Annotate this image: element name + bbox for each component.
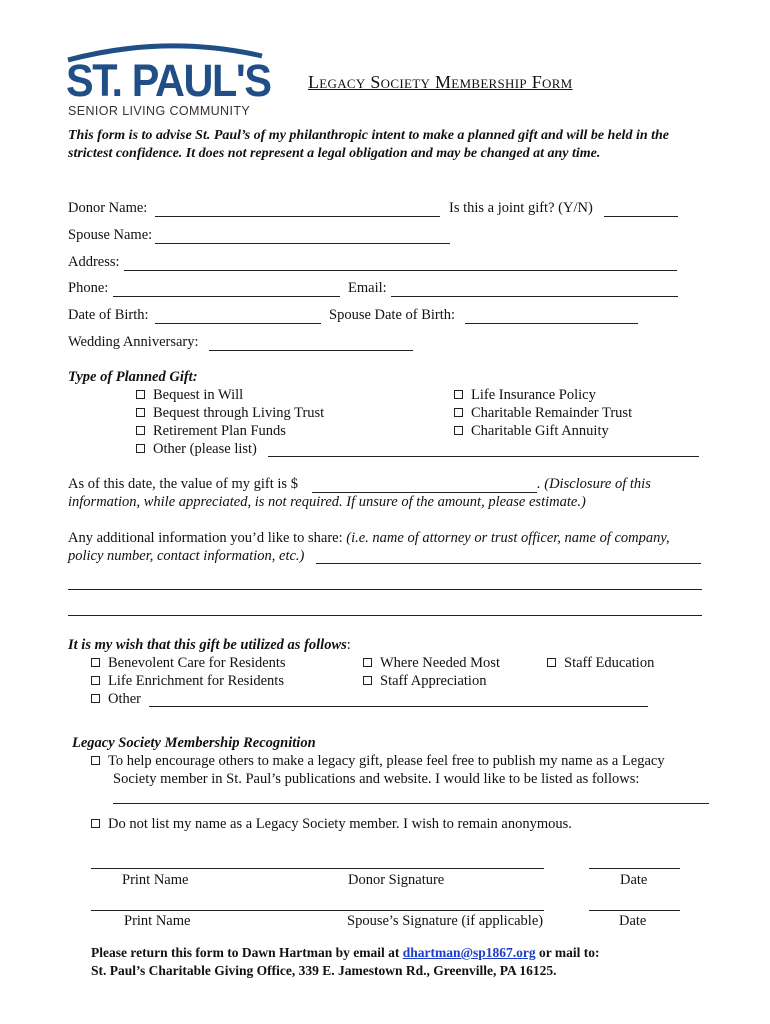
gift-value-note: . (Disclosure of this <box>537 476 651 492</box>
contact-email-link[interactable]: dhartman@sp1867.org <box>402 945 536 960</box>
joint-gift-field[interactable] <box>604 216 678 217</box>
recognition-anonymous-option[interactable]: Do not list my name as a Legacy Society member. I wish to remain anonymous. <box>91 816 572 833</box>
print-name-signature-line-1[interactable] <box>91 868 544 869</box>
logo-name: ST. PAUL'S <box>66 55 271 106</box>
gift-option-living-trust[interactable]: Bequest through Living Trust <box>136 405 324 422</box>
use-where-needed[interactable]: Where Needed Most <box>363 655 500 672</box>
dob-field[interactable] <box>155 323 321 324</box>
email-label: Email: <box>348 280 387 296</box>
recognition-publish-option[interactable]: To help encourage others to make a legacy gift, please feel free to publish my name as a Legacy <box>91 753 665 770</box>
checkbox[interactable] <box>363 676 372 685</box>
checkbox[interactable] <box>136 408 145 417</box>
donor-name-label: Donor Name: <box>68 200 148 216</box>
use-life-enrichment[interactable]: Life Enrichment for Residents <box>91 673 284 690</box>
additional-info-label: Any additional information you’d like to share: (i.e. name of attorney or trust officer, name of company, <box>68 530 670 546</box>
address-label: Address: <box>68 254 120 270</box>
checkbox[interactable] <box>136 390 145 399</box>
address-field[interactable] <box>124 270 677 271</box>
gift-type-heading: Type of Planned Gift: <box>68 369 198 385</box>
spouse-dob-label: Spouse Date of Birth: <box>329 307 456 323</box>
recognition-publish-text-line2: Society member in St. Paul’s publications and website. I would like to be listed as follows: <box>113 771 640 787</box>
return-line-1: Please return this form to Dawn Hartman by email at dhartman@sp1867.org or mail to: <box>91 945 600 960</box>
date-label-2: Date <box>619 913 647 929</box>
spouse-signature-label: Spouse’s Signature (if applicable) <box>347 913 544 929</box>
use-benevolent-care[interactable]: Benevolent Care for Residents <box>91 655 286 672</box>
checkbox[interactable] <box>136 426 145 435</box>
print-name-label-1: Print Name <box>122 872 189 888</box>
checkbox[interactable] <box>363 658 372 667</box>
use-staff-education[interactable]: Staff Education <box>547 655 654 672</box>
gift-other-field[interactable] <box>268 456 699 457</box>
date-line-2[interactable] <box>589 910 680 911</box>
print-name-signature-line-2[interactable] <box>91 910 544 911</box>
checkbox[interactable] <box>454 390 463 399</box>
additional-info-field-1[interactable] <box>316 563 701 564</box>
date-label-1: Date <box>620 872 648 888</box>
intro-text: This form is to advise St. Paul’s of my philanthropic intent to make a planned gift and will be held in the strictest confidence. It does not represent a legal obligation and may be changed at any time. <box>68 128 670 161</box>
anniversary-field[interactable] <box>209 350 413 351</box>
phone-label: Phone: <box>68 280 109 296</box>
checkbox[interactable] <box>136 444 145 453</box>
checkbox[interactable] <box>91 676 100 685</box>
gift-option-bequest-will[interactable]: Bequest in Will <box>136 387 243 404</box>
additional-info-field-2[interactable] <box>68 589 702 590</box>
recognition-heading: Legacy Society Membership Recognition <box>72 735 316 751</box>
logo-subtitle: SENIOR LIVING COMMUNITY <box>68 104 251 118</box>
gift-option-gift-annuity[interactable]: Charitable Gift Annuity <box>454 423 609 440</box>
gift-option-retirement[interactable]: Retirement Plan Funds <box>136 423 286 440</box>
utilization-heading: It is my wish that this gift be utilized as follows: <box>68 637 351 653</box>
checkbox[interactable] <box>91 756 100 765</box>
gift-option-life-insurance[interactable]: Life Insurance Policy <box>454 387 596 404</box>
donor-signature-label: Donor Signature <box>348 872 445 888</box>
additional-info-hint: policy number, contact information, etc.) <box>68 548 305 564</box>
spouse-dob-field[interactable] <box>465 323 638 324</box>
phone-field[interactable] <box>113 296 340 297</box>
use-other[interactable]: Other <box>91 691 141 708</box>
anniversary-label: Wedding Anniversary: <box>68 334 199 350</box>
additional-info-field-3[interactable] <box>68 615 702 616</box>
joint-gift-label: Is this a joint gift? (Y/N) <box>449 200 593 216</box>
date-line-1[interactable] <box>589 868 680 869</box>
donor-name-field[interactable] <box>155 216 440 217</box>
checkbox[interactable] <box>454 426 463 435</box>
dob-label: Date of Birth: <box>68 307 149 323</box>
gift-option-other[interactable]: Other (please list) <box>136 441 257 458</box>
spouse-name-label: Spouse Name: <box>68 227 153 243</box>
return-line-2: St. Paul’s Charitable Giving Office, 339 E. Jamestown Rd., Greenville, PA 16125. <box>91 963 557 978</box>
gift-value-label: As of this date, the value of my gift is $ <box>68 476 298 492</box>
gift-option-remainder-trust[interactable]: Charitable Remainder Trust <box>454 405 632 422</box>
use-other-field[interactable] <box>149 706 648 707</box>
gift-value-note-line2: information, while appreciated, is not required. If unsure of the amount, please estimate.) <box>68 494 586 510</box>
return-instructions <box>91 944 600 980</box>
gift-value-field[interactable] <box>312 492 537 493</box>
checkbox[interactable] <box>547 658 556 667</box>
checkbox[interactable] <box>91 694 100 703</box>
checkbox[interactable] <box>454 408 463 417</box>
page-title: Legacy Society Membership Form <box>308 72 573 92</box>
email-field[interactable] <box>391 296 678 297</box>
print-name-label-2: Print Name <box>124 913 191 929</box>
checkbox[interactable] <box>91 819 100 828</box>
use-staff-appreciation[interactable]: Staff Appreciation <box>363 673 486 690</box>
spouse-name-field[interactable] <box>155 243 450 244</box>
checkbox[interactable] <box>91 658 100 667</box>
listing-name-field[interactable] <box>113 803 709 804</box>
